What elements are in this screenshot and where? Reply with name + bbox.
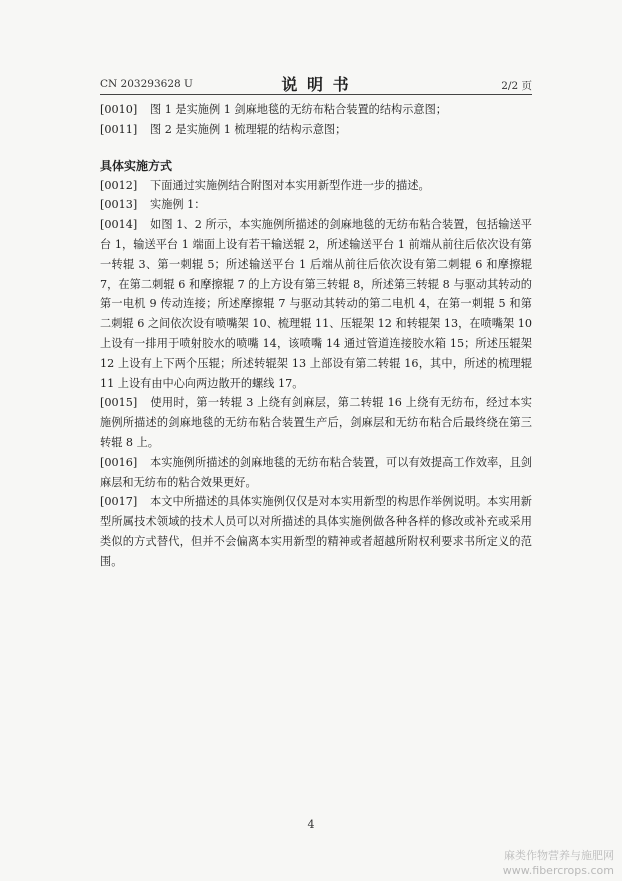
section-heading: 具体实施方式 bbox=[100, 158, 173, 173]
paragraph-text: 本实施例所描述的剑麻地毯的无纺布粘合装置，可以有效提高工作效率，且剑麻层和无纺布的粘合效果更好。 bbox=[100, 455, 532, 489]
paragraph-number: [0010] bbox=[100, 103, 138, 116]
page-header bbox=[100, 72, 532, 92]
paragraph-0015 bbox=[100, 393, 532, 452]
paragraph-number: [0015] bbox=[100, 396, 138, 410]
paragraph-text: 实施例 1： bbox=[150, 198, 206, 212]
paragraph-0016 bbox=[100, 453, 532, 493]
paragraph-0013 bbox=[100, 195, 532, 215]
paragraph-text: 如图 1、2 所示，本实施例所描述的剑麻地毯的无纺布粘合装置，包括输送平台 1，输送平台 1 端面上设有若干输送辊 2，所述输送平台 1 前端从前往后依次设有第一转辊 3、第一刺辊 5；所述输送平台 1 后端从前往后依次设有第二刺辊 6 和摩擦辊 7，在第二刺辊 6 和摩擦辊 7 的上方设有第三转辊 8，所述第三转辊 8 与驱动其转动的第一电机 9 传动连接；所述摩擦辊 7 与驱动其转动的第二电机 4，在第一刺辊 5 和第二刺辊 6 之间依次设有喷嘴架 10、梳理辊 11、压辊架 12 和转辊架 13，在喷嘴架 10 上设有一排用于喷射胶水的喷嘴 14，该喷嘴 14 通过管道连接胶水箱 15；所述压辊架 12 上设有上下两个压辊；所述转辊架 13 上部设有第二转辊 16，其中，所述的梳理辊 11 上设有由中心向两边散开的螺线 17。 bbox=[100, 218, 532, 390]
paragraph-0010 bbox=[100, 100, 532, 120]
paragraph-text: 使用时，第一转辊 3 上绕有剑麻层，第二转辊 16 上绕有无纺布，经过本实施例所描述的剑麻地毯的无纺布粘合装置生产后，剑麻层和无纺布粘合后最终绕在第三转辊 8 上。 bbox=[100, 396, 532, 449]
paragraph-number: [0012] bbox=[100, 178, 138, 192]
paragraph-number: [0016] bbox=[100, 455, 138, 469]
paragraph-text: 图 1 是实施例 1 剑麻地毯的无纺布粘合装置的结构示意图； bbox=[150, 103, 447, 116]
page-count: 2/2 页 bbox=[501, 80, 532, 92]
document-body bbox=[100, 100, 532, 572]
paragraph-number: [0011] bbox=[100, 122, 138, 136]
paragraph-0012 bbox=[100, 176, 532, 196]
paragraph-number: [0014] bbox=[100, 218, 138, 232]
paragraph-number: [0017] bbox=[100, 495, 138, 509]
paragraph-0017 bbox=[100, 492, 532, 571]
patent-number: CN 203293628 U bbox=[100, 78, 193, 90]
header-divider bbox=[100, 94, 532, 95]
paragraph-0014 bbox=[100, 215, 532, 393]
paragraph-text: 图 2 是实施例 1 梳理辊的结构示意图； bbox=[150, 122, 347, 136]
paragraph-text: 下面通过实施例结合附图对本实用新型作进一步的描述。 bbox=[150, 178, 430, 192]
watermark-url: www.fibercrops.com bbox=[502, 864, 614, 877]
watermark bbox=[503, 848, 614, 878]
paragraph-number: [0013] bbox=[100, 198, 138, 212]
document-title: 说 明 书 bbox=[281, 75, 351, 94]
paragraph-0011 bbox=[100, 120, 532, 140]
paragraph-text: 本文中所描述的具体实施例仅仅是对本实用新型的构思作举例说明。本实用新型所属技术领域的技术人员可以对所描述的具体实施例做各种各样的修改或补充或采用类似的方式替代，但并不会偏离本实用新型的精神或者超越所附权利要求书所定义的范围。 bbox=[100, 495, 532, 568]
page-number: 4 bbox=[307, 818, 315, 831]
watermark-site-name: 麻类作物营养与施肥网 bbox=[504, 849, 614, 862]
